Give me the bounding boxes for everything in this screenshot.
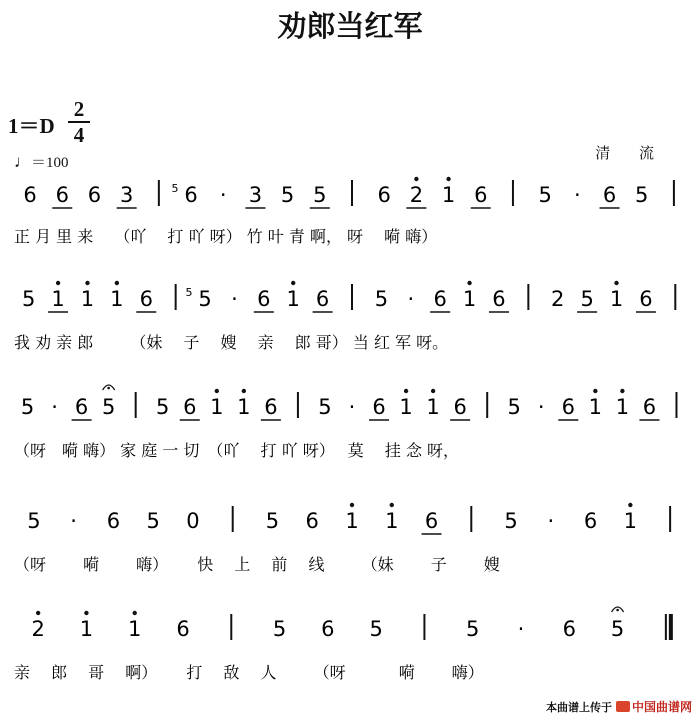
note: 1 <box>426 395 440 419</box>
octave-dot <box>431 389 435 393</box>
dot-extension: · <box>70 509 77 533</box>
octave-dot <box>593 389 597 393</box>
note: 6 <box>602 183 617 207</box>
note: 6 <box>55 183 69 207</box>
octave-dot <box>350 503 354 507</box>
octave-dot <box>84 611 88 615</box>
note: 1 <box>609 287 624 311</box>
note: 3 <box>119 183 134 207</box>
note: 1 <box>588 395 603 419</box>
note: 1 <box>80 287 95 311</box>
lyrics-line: 正 月 里 来 （吖 打 吖 呀） 竹 叶 青 啊， 呀 嗬 嗨） <box>14 227 438 246</box>
note: 5 <box>265 509 280 533</box>
note: 5 <box>22 287 36 311</box>
note: 1 <box>345 509 359 533</box>
dot-extension: · <box>517 617 525 641</box>
note: 6 <box>176 617 190 641</box>
note: 6 <box>424 509 439 533</box>
note: 6 <box>184 183 198 207</box>
time-numerator: 2 <box>73 97 85 121</box>
note: 1 <box>210 395 224 419</box>
note: 1 <box>237 395 251 419</box>
dot-extension: · <box>348 395 356 419</box>
octave-dot <box>133 611 137 615</box>
note: 6 <box>474 183 488 207</box>
note: 1 <box>615 395 630 419</box>
note: 5 <box>20 395 35 419</box>
note: 6 <box>377 183 391 207</box>
note: 5 <box>313 183 327 207</box>
note: 6 <box>257 287 271 311</box>
note: 6 <box>372 395 386 419</box>
octave-dot <box>115 281 119 285</box>
note: 5 <box>635 183 649 207</box>
octave-dot <box>36 611 40 615</box>
note: 5 <box>580 287 594 311</box>
octave-dot <box>467 281 471 285</box>
note: 6 <box>321 617 335 641</box>
note: 6 <box>87 183 102 207</box>
dot-extension: · <box>219 183 227 207</box>
octave-dot <box>291 281 295 285</box>
dot-extension: · <box>51 395 58 419</box>
octave-dot <box>628 503 632 507</box>
grace-note: 5 <box>185 286 193 299</box>
note: 5 <box>101 395 116 419</box>
fermata-dot <box>616 609 619 612</box>
note: 5 <box>466 617 480 641</box>
octave-dot <box>56 281 60 285</box>
octave-dot <box>242 389 246 393</box>
lyrics-line: （呀 嗬 嗨） 家 庭 一 切 （吖 打 吖 呀） 莫 挂 念 呀， <box>14 441 460 460</box>
note: 2 <box>551 287 565 311</box>
note: 6 <box>305 509 319 533</box>
note: 5 <box>146 509 160 533</box>
octave-dot <box>620 389 624 393</box>
note: 5 <box>27 509 41 533</box>
footer-text: 本曲谱上传于 <box>545 701 612 714</box>
composer-credit: 清 流 <box>595 144 666 162</box>
note: 5 <box>504 509 518 533</box>
dot-extension: · <box>547 509 555 533</box>
octave-dot <box>446 177 450 181</box>
note: 5 <box>198 287 212 311</box>
footer-site: 中国曲谱网 <box>631 700 692 714</box>
dot-extension: · <box>231 287 238 311</box>
note: 6 <box>433 287 447 311</box>
lyrics-line: 亲 郎 哥 啊） 打 敌 人 （呀 嗬 嗨） <box>14 663 484 682</box>
note: 5 <box>318 395 332 419</box>
note: 5 <box>156 395 170 419</box>
note: 5 <box>507 395 521 419</box>
note: 1 <box>385 509 399 533</box>
note: 2 <box>409 183 424 207</box>
page-title: 劝郎当红军 <box>277 9 423 43</box>
note: 6 <box>106 509 121 533</box>
note: 6 <box>583 509 598 533</box>
dot-extension: · <box>407 287 415 311</box>
note: 1 <box>623 509 638 533</box>
note: 6 <box>561 395 576 419</box>
note: 1 <box>79 617 94 641</box>
tempo-value: ＝100 <box>31 155 69 171</box>
time-denominator: 4 <box>73 123 85 147</box>
note: 1 <box>51 287 65 311</box>
key-signature: 1＝D <box>8 114 55 138</box>
lyrics-line: （呀 嗬 嗨） 快 上 前 线 （妹 子 嫂 <box>14 555 500 574</box>
note: 5 <box>280 183 295 207</box>
quarter-note-icon: ♩ <box>14 152 31 171</box>
note: 6 <box>639 287 653 311</box>
note: 6 <box>264 395 278 419</box>
octave-dot <box>414 177 418 181</box>
note: 5 <box>610 617 625 641</box>
lyrics-line: 我 劝 亲 郎 （妹 子 嫂 亲 郎 哥） 当 红 军 呀。 <box>14 333 449 352</box>
note: 6 <box>492 287 506 311</box>
note: 5 <box>272 617 287 641</box>
note: 6 <box>23 183 37 207</box>
note: 5 <box>374 287 389 311</box>
dot-extension: · <box>573 183 581 207</box>
note: 6 <box>183 395 197 419</box>
note: 6 <box>453 395 467 419</box>
grace-note: 5 <box>171 182 179 195</box>
note: 5 <box>369 617 383 641</box>
note: 6 <box>562 617 576 641</box>
note: 6 <box>139 287 153 311</box>
site-logo-icon <box>616 701 630 712</box>
fermata-dot <box>107 387 110 390</box>
note: 5 <box>538 183 552 207</box>
octave-dot <box>614 281 618 285</box>
note: 1 <box>128 617 142 641</box>
note: 6 <box>74 395 89 419</box>
octave-dot <box>215 389 219 393</box>
note: 1 <box>441 183 456 207</box>
octave-dot <box>404 389 408 393</box>
octave-dot <box>85 281 89 285</box>
note: 1 <box>286 287 300 311</box>
note: 1 <box>399 395 413 419</box>
note: 3 <box>248 183 263 207</box>
note: 1 <box>110 287 124 311</box>
octave-dot <box>390 503 394 507</box>
note: 0 <box>186 509 200 533</box>
note: 1 <box>462 287 477 311</box>
note: 2 <box>31 617 45 641</box>
dot-extension: · <box>537 395 545 419</box>
note: 6 <box>642 395 657 419</box>
note: 6 <box>315 287 330 311</box>
footer-credit <box>546 698 692 715</box>
